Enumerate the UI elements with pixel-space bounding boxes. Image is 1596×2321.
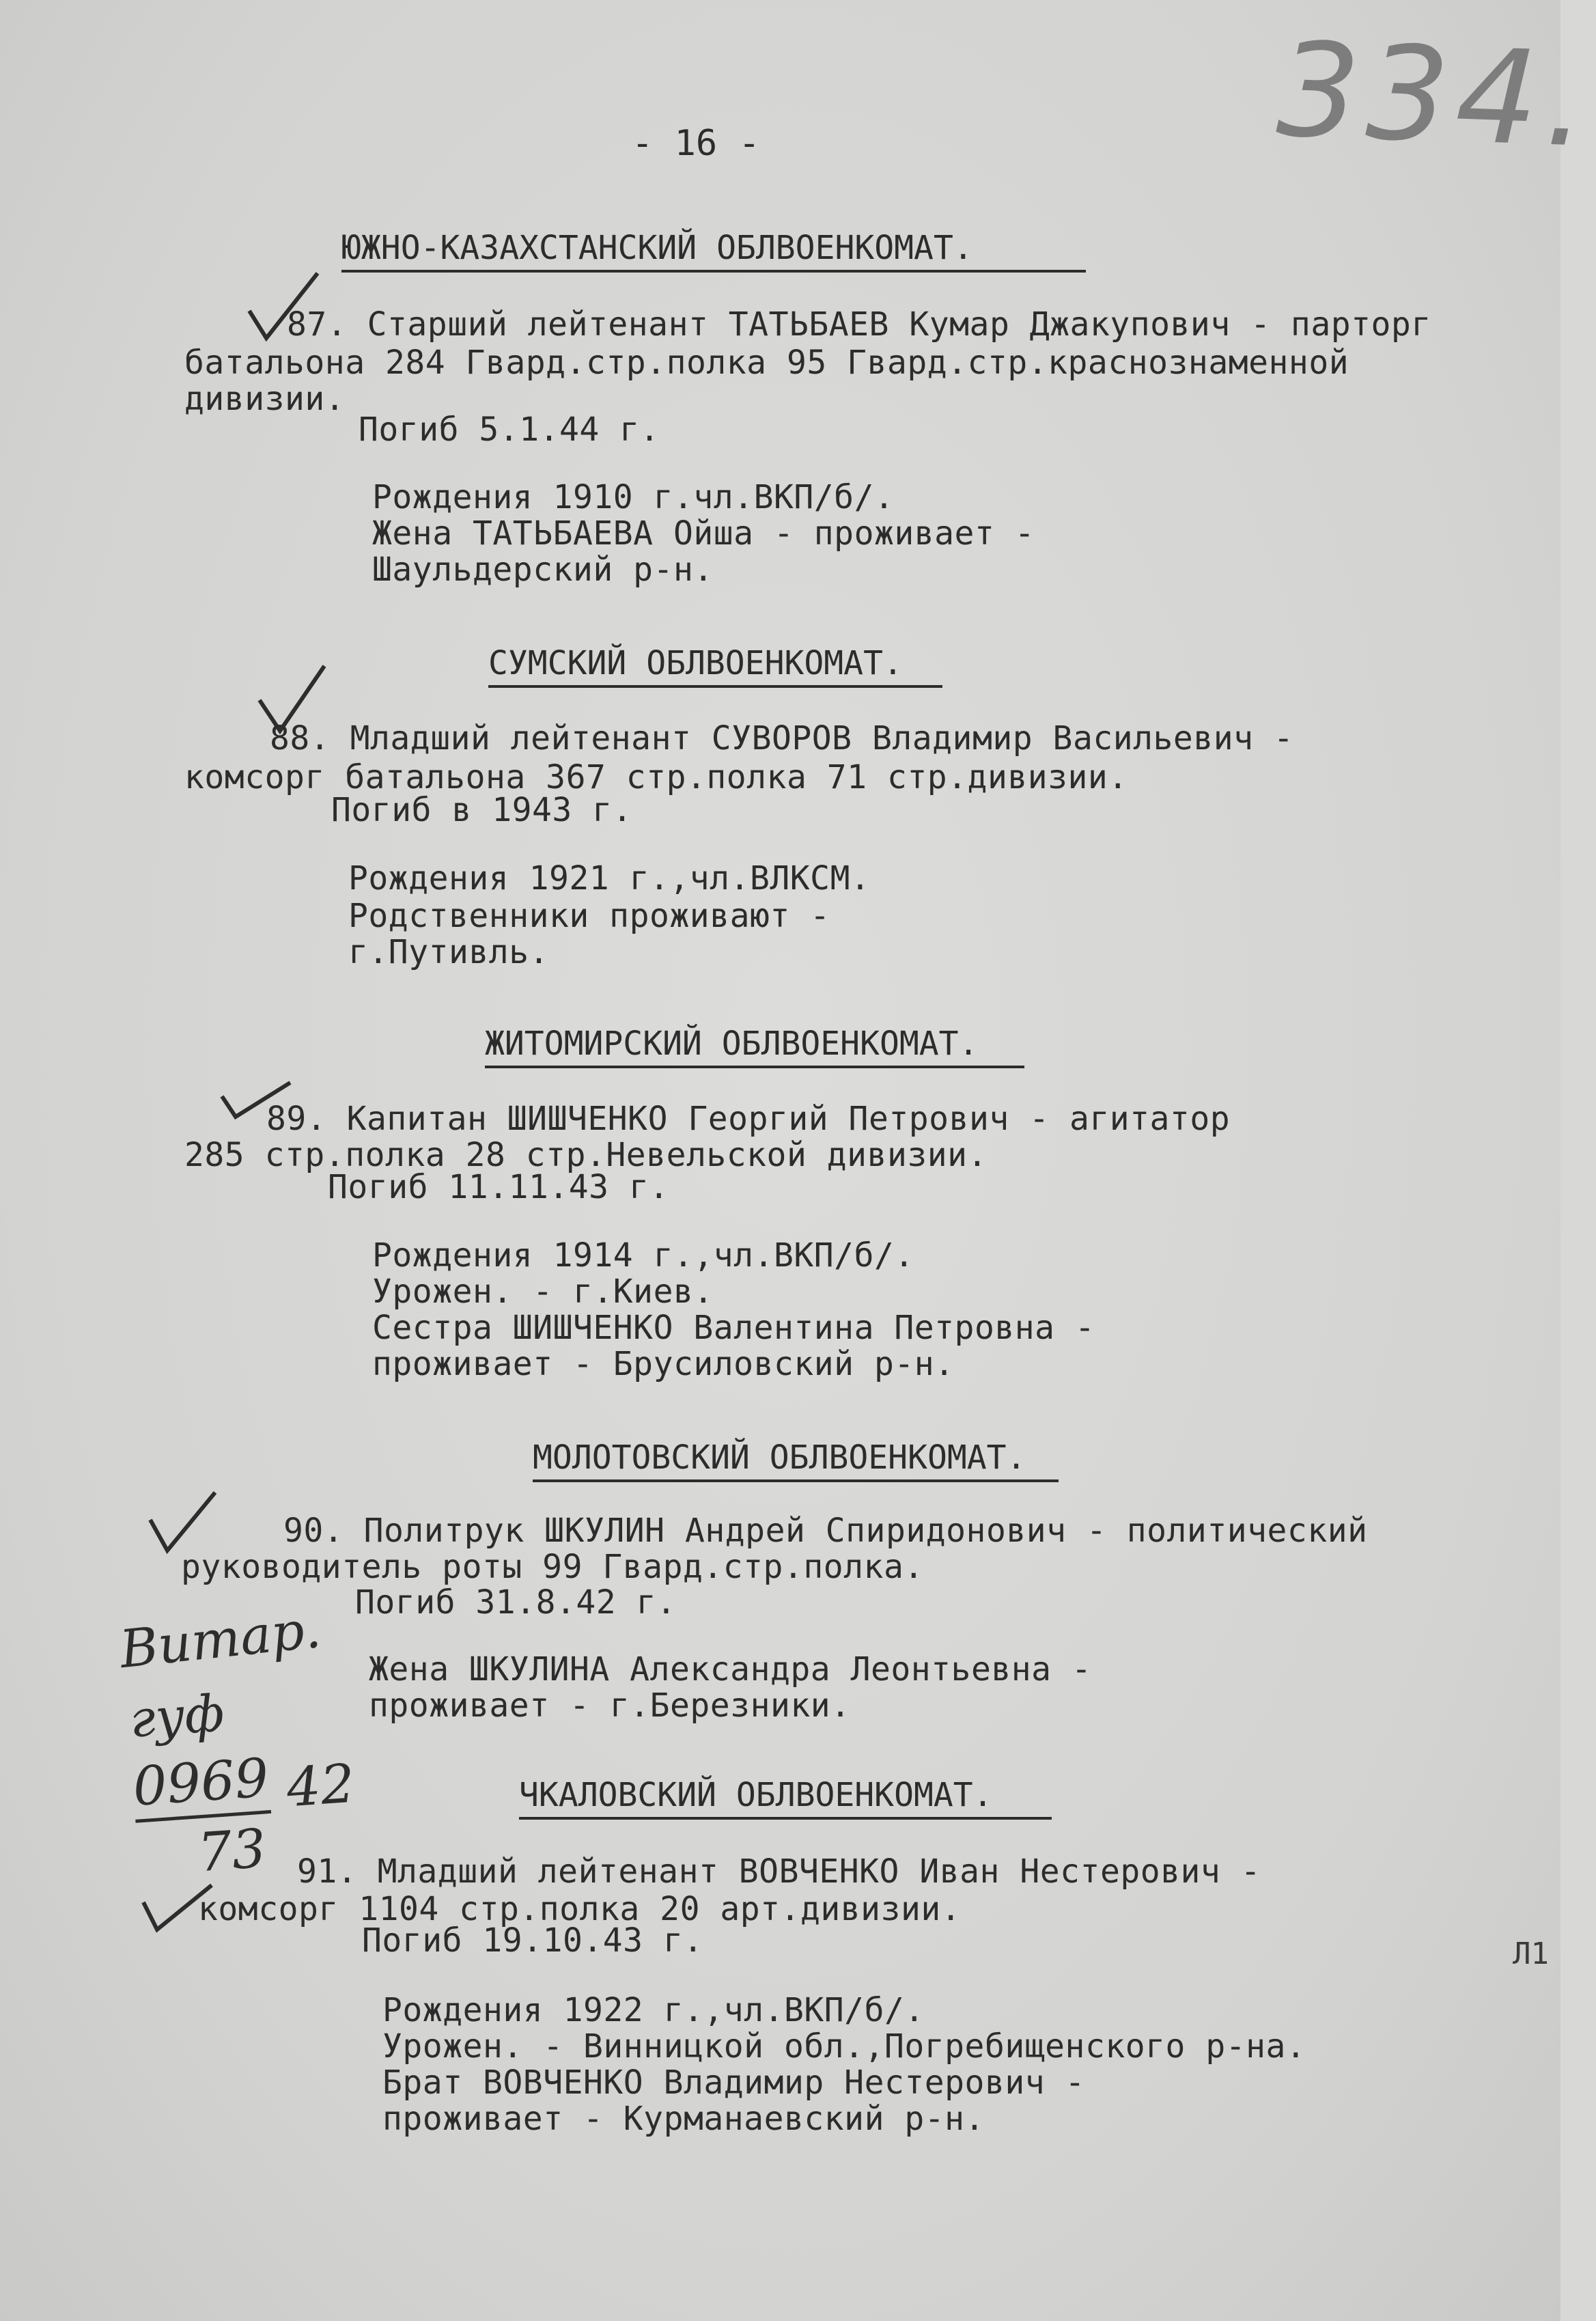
entry-text: Жена ШКУЛИНА Александра Леонтьевна - <box>369 1650 1092 1688</box>
entry-text: комсорг батальона 367 стр.полка 71 стр.дивизии. <box>184 758 1128 796</box>
entry-text: 91. Младший лейтенант ВОВЧЕНКО Иван Нестерович - <box>297 1852 1261 1891</box>
section-heading: ЮЖНО-КАЗАХСТАНСКИЙ ОБЛВОЕНКОМАТ. <box>341 229 1086 273</box>
entry-text: Родственники проживают - <box>348 897 830 935</box>
entry-text: 90. Политрук ШКУЛИН Андрей Спиридонович - политический <box>283 1512 1368 1550</box>
entry-text: Рождения 1910 г.чл.ВКП/б/. <box>372 478 895 516</box>
entry-text: Шаульдерский р-н. <box>372 551 714 589</box>
entry-text: комсорг 1104 стр.полка 20 арт.дивизии. <box>198 1890 962 1928</box>
edge-text: Л1 <box>1513 1936 1549 1971</box>
entry-text: 285 стр.полка 28 стр.Невельской дивизии. <box>184 1136 988 1174</box>
entry-text: Погиб 31.8.42 г. <box>355 1583 677 1622</box>
entry-text: Рождения 1922 г.,чл.ВКП/б/. <box>382 1991 925 2029</box>
entry-text: г.Путивль. <box>348 933 549 971</box>
entry-text: 87. Старший лейтенант ТАТЬБАЕВ Кумар Джакупович - парторг <box>287 305 1431 344</box>
entry-text: Погиб 11.11.43 г. <box>328 1168 669 1206</box>
section-heading: МОЛОТОВСКИЙ ОБЛВОЕНКОМАТ. <box>533 1439 1059 1482</box>
handwritten-note-line: гуф <box>128 1684 227 1749</box>
entry-text: Сестра ШИШЧЕНКО Валентина Петровна - <box>372 1309 1095 1347</box>
archive-page-number: 334. <box>1274 14 1596 177</box>
section-heading: ЖИТОМИРСКИЙ ОБЛВОЕНКОМАТ. <box>485 1025 1024 1068</box>
handwritten-note-line: 73 <box>195 1818 268 1885</box>
handwritten-note-line: 42 <box>284 1753 357 1820</box>
entry-text: Жена ТАТЬБАЕВА Ойша - проживает - <box>372 514 1035 553</box>
entry-text: Рождения 1921 г.,чл.ВЛКСМ. <box>348 859 871 898</box>
entry-text: дивизии. <box>184 380 346 418</box>
handwritten-note-line: 0969 <box>131 1747 271 1823</box>
entry-text: Погиб 5.1.44 г. <box>359 411 660 449</box>
entry-text: 89. Капитан ШИШЧЕНКО Георгий Петрович - агитатор <box>266 1100 1231 1138</box>
entry-text: 88. Младший лейтенант СУВОРОВ Владимир Васильевич - <box>270 719 1294 758</box>
check-mark-icon <box>147 1489 222 1557</box>
section-heading: ЧКАЛОВСКИЙ ОБЛВОЕНКОМАТ. <box>519 1776 1052 1820</box>
entry-text: Погиб в 1943 г. <box>331 791 632 829</box>
entry-text: Брат ВОВЧЕНКО Владимир Нестерович - <box>382 2063 1085 2102</box>
entry-text: батальона 284 Гвард.стр.полка 95 Гвард.стр.краснознаменной <box>184 344 1349 382</box>
entry-text: Рождения 1914 г.,чл.ВКП/б/. <box>372 1236 914 1275</box>
entry-text: проживает - Курманаевский р-н. <box>382 2100 985 2138</box>
entry-text: Урожен. - г.Киев. <box>372 1273 714 1311</box>
section-heading: СУМСКИЙ ОБЛВОЕНКОМАТ. <box>488 644 942 688</box>
entry-text: руководитель роты 99 Гвард.стр.полка. <box>181 1548 924 1586</box>
entry-text: Урожен. - Винницкой обл.,Погребищенского р-на. <box>382 2027 1306 2066</box>
handwritten-note-line: Витар. <box>117 1598 324 1680</box>
entry-text: проживает - Брусиловский р-н. <box>372 1345 955 1383</box>
entry-text: проживает - г.Березники. <box>369 1686 851 1725</box>
entry-text: Погиб 19.10.43 г. <box>362 1921 703 1960</box>
page-number: - 16 - <box>632 123 760 164</box>
